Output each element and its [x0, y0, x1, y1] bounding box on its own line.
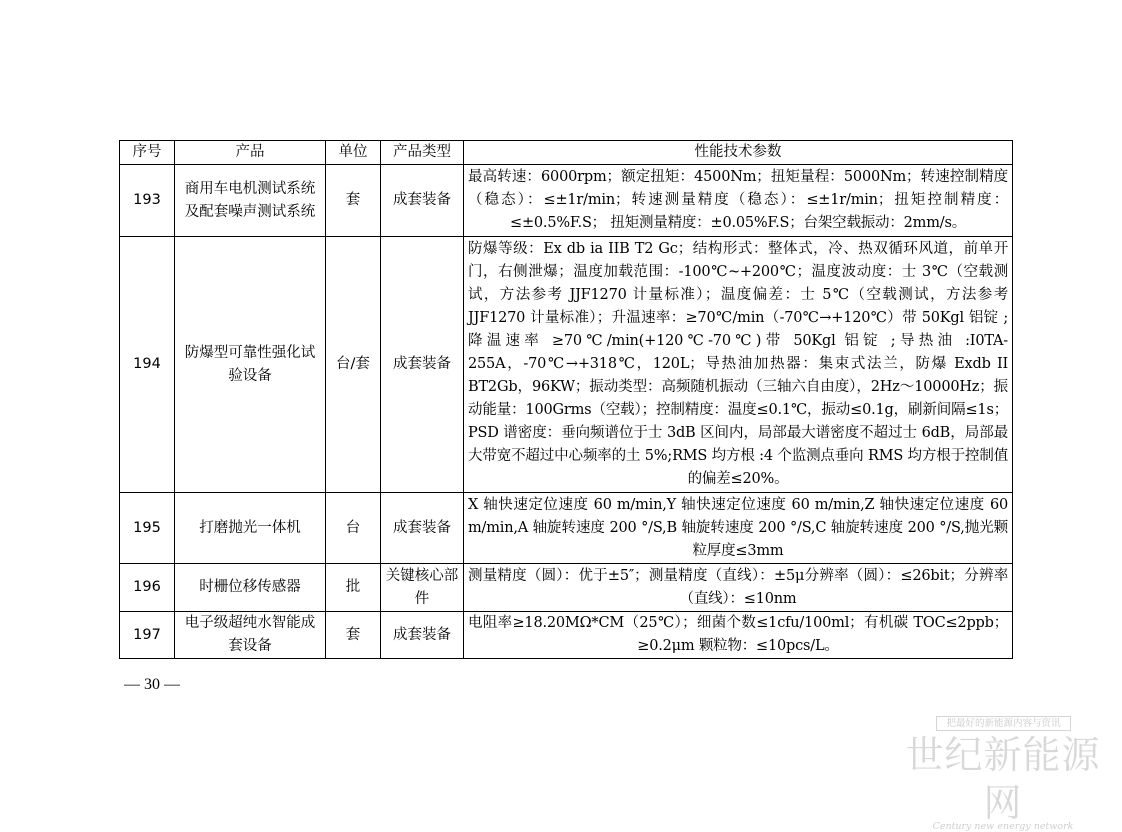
- header-type: 产品类型: [381, 141, 464, 165]
- row-unit: 台/套: [326, 237, 381, 493]
- row-no: 197: [120, 612, 175, 659]
- header-params: 性能技术参数: [464, 141, 1013, 165]
- watermark-title: 世纪新能源网: [905, 733, 1101, 825]
- row-product: 时栅位移传感器: [175, 564, 326, 612]
- row-no: 196: [120, 564, 175, 612]
- page-number: — 30 —: [124, 676, 180, 693]
- row-params: X 轴快速定位速度 60 m/min,Y 轴快速定位速度 60 m/min,Z 轴快速定位速度 60 m/min,A 轴旋转速度 200 °/S,B 轴旋转速度 200 °/S,C 轴旋转速度 200 °/S,抛光颗粒厚度≤3mm: [464, 493, 1013, 564]
- row-unit: 套: [326, 612, 381, 659]
- row-type: 关键核心部件: [381, 564, 464, 612]
- row-unit: 套: [326, 165, 381, 237]
- watermark-caption: 把最好的新能源内容与资讯: [936, 716, 1071, 731]
- row-type: 成套装备: [381, 165, 464, 237]
- row-product: 防爆型可靠性强化试验设备: [175, 237, 326, 493]
- watermark-logo: [898, 716, 1108, 832]
- row-no: 194: [120, 237, 175, 493]
- row-type: 成套装备: [381, 493, 464, 564]
- row-product: 电子级超纯水智能成套设备: [175, 612, 326, 659]
- row-params: 最高转速：6000rpm；额定扭矩：4500Nm；扭矩量程：5000Nm；转速控制精度（稳态）：≤±1r/min；转速测量精度（稳态）：≤±1r/min；扭矩控制精度：≤±0.5%F.S； 扭矩测量精度：±0.05%F.S；台架空载振动：2mm/s。: [464, 165, 1013, 237]
- table-row: [120, 493, 1013, 564]
- row-unit: 台: [326, 493, 381, 564]
- row-unit: 批: [326, 564, 381, 612]
- row-type: 成套装备: [381, 612, 464, 659]
- table-row: [120, 165, 1013, 237]
- product-spec-table: [119, 140, 1013, 659]
- header-no: 序号: [120, 141, 175, 165]
- watermark-subtitle: Century new energy network: [932, 821, 1074, 832]
- table-row: [120, 612, 1013, 659]
- row-no: 195: [120, 493, 175, 564]
- table-header-row: [120, 141, 1013, 165]
- row-no: 193: [120, 165, 175, 237]
- row-params: 测量精度（圆）：优于±5″；测量精度（直线）：±5μ分辨率（圆）：≤26bit；分辨率（直线）：≤10nm: [464, 564, 1013, 612]
- table-row: [120, 564, 1013, 612]
- table-row: [120, 237, 1013, 493]
- header-unit: 单位: [326, 141, 381, 165]
- row-params: 电阻率≥18.20MΩ*CM（25℃）；细菌个数≤1cfu/100ml；有机碳 TOC≤2ppb；≥0.2μm 颗粒物：≤10pcs/L。: [464, 612, 1013, 659]
- header-product: 产品: [175, 141, 326, 165]
- row-type: 成套装备: [381, 237, 464, 493]
- row-product: 打磨抛光一体机: [175, 493, 326, 564]
- row-params: 防爆等级：Ex db ia IIB T2 Gc；结构形式：整体式，冷、热双循环风道，前单开门，右侧泄爆；温度加载范围：-100℃~+200℃；温度波动度：士 3℃（空载测试，方法参考 JJF1270 计量标准）；温度偏差：士 5℃（空载测试，方法参考 JJF1270 计量标准）；升温速率：≥70℃/min（-70℃→+120℃）带 50Kgl 铝锭 ;降温速率 ≥70℃/min(+120℃-70℃)带 50Kgl 铝锭 ;导热油 :I0TA-255A，-70℃→+318℃，120L；导热油加热器：集束式法兰，防爆 Exdb II BT2Gb，96KW；振动类型：高频随机振动（三轴六自由度），2Hz～10000Hz；振动能量：100Grms（空载）；控制精度：温度≤0.1℃，振动≤0.1g，刷新间隔≤1s；PSD 谱密度：垂向频谱位于士 3dB 区间内，局部最大谱密度不超过士 6dB，局部最大带宽不超过中心频率的土 5%;RMS 均方根 :4 个监测点垂向 RMS 均方根于控制值的偏差≤20%。: [464, 237, 1013, 493]
- row-product: 商用车电机测试系统及配套噪声测试系统: [175, 165, 326, 237]
